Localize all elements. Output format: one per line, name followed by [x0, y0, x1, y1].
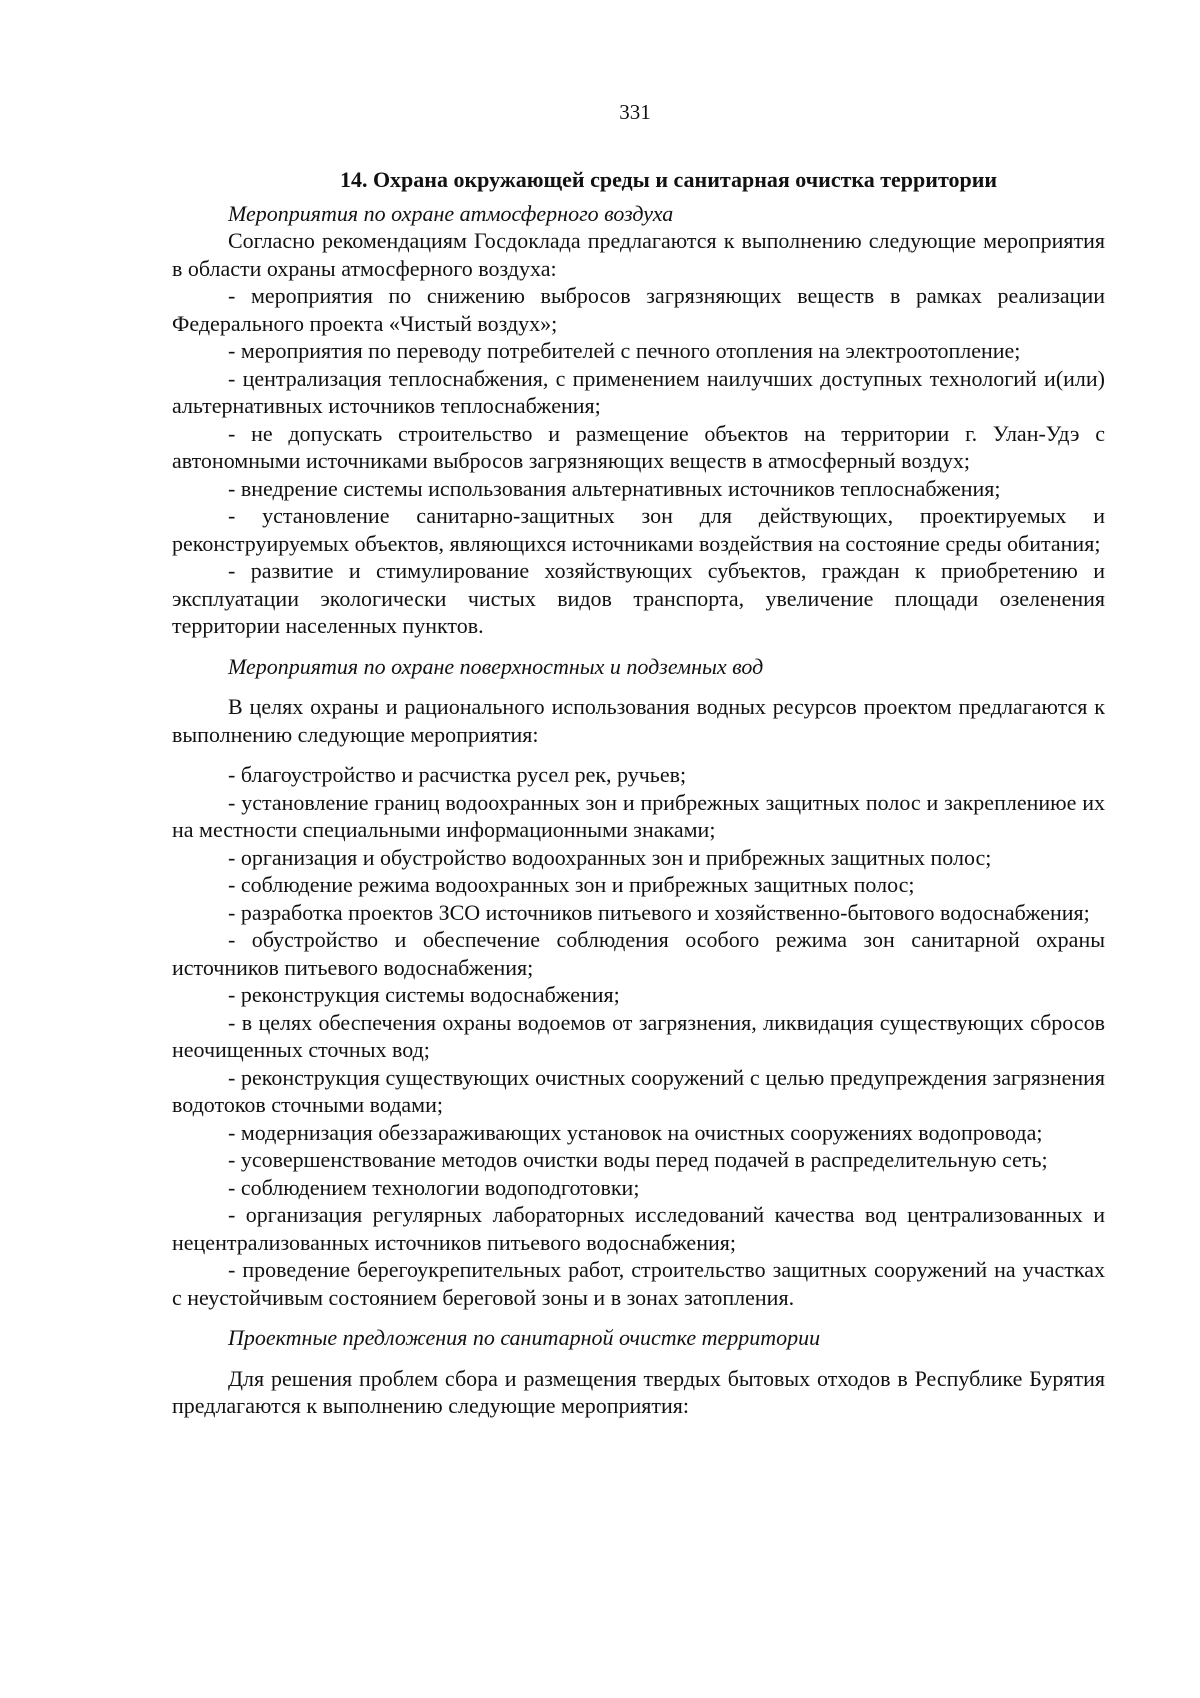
list-item: - разработка проектов ЗСО источников питьевого и хозяйственно-бытового водоснабжения; [228, 899, 1090, 925]
sanitation-section-heading: Проектные предложения по санитарной очистке территории [228, 1325, 821, 1350]
page-content [172, 166, 1105, 1420]
list-item: - установление границ водоохранных зон и прибрежных защитных полос и закреплениюе их на местности специальными информационными знаками; [172, 789, 1105, 842]
list-item: - организация и обустройство водоохранных зон и прибрежных защитных полос; [228, 844, 992, 870]
list-item: - реконструкция существующих очистных сооружений с целью предупреждения загрязнения водотоков сточными водами; [172, 1064, 1105, 1117]
list-item: - благоустройство и расчистка русел рек, ручьев; [228, 762, 687, 787]
water-section-heading: Мероприятия по охране поверхностных и подземных вод [228, 653, 764, 679]
list-item: - усовершенствование методов очистки воды перед подачей в распределительную сеть; [228, 1147, 1048, 1172]
list-item: - развитие и стимулирование хозяйствующих субъектов, граждан к приобретению и эксплуатации экологически чистых видов транспорта, увеличение площади озеленения территории населенных пунктов. [172, 558, 1105, 638]
water-intro-paragraph: В целях охраны и рационального использования водных ресурсов проектом предлагаются к выполнению следующие мероприятия: [172, 694, 1105, 747]
list-item: - централизация теплоснабжения, с применением наилучших доступных технологий и(или) альтернативных источников теплоснабжения; [172, 365, 1105, 418]
list-item: - модернизация обеззараживающих установок на очистных сооружениях водопровода; [228, 1119, 1043, 1145]
section-title: 14. Охрана окружающей среды и санитарная очистка территории [339, 167, 998, 192]
list-item: - обустройство и обеспечение соблюдения особого режима зон санитарной охраны источников питьевого водоснабжения; [172, 927, 1105, 980]
list-item: - мероприятия по снижению выбросов загрязняющих веществ в рамках реализации Федерального проекта «Чистый воздух»; [172, 283, 1105, 336]
list-item: - соблюдение режима водоохранных зон и прибрежных защитных полос; [228, 872, 915, 897]
list-item: - в целях обеспечения охраны водоемов от загрязнения, ликвидация существующих сбросов неочищенных сточных вод; [172, 1009, 1105, 1062]
list-item: - не допускать строительство и размещение объектов на территории г. Улан-Удэ с автономными источниками выбросов загрязняющих веществ в атмосферный воздух; [172, 420, 1105, 473]
air-intro-paragraph: Согласно рекомендациям Госдоклада предлагаются к выполнению следующие мероприятия в области охраны атмосферного воздуха: [172, 228, 1105, 281]
list-item: - соблюдением технологии водоподготовки; [228, 1174, 640, 1200]
list-item: - проведение берегоукрепительных работ, строительство защитных сооружений на участках с неустойчивым состоянием береговой зоны и в зонах затопления. [172, 1257, 1105, 1310]
list-item: - мероприятия по переводу потребителей с печного отопления на электроотопление; [228, 338, 1021, 363]
page-number: 331 [619, 100, 651, 124]
sanitation-intro-paragraph: Для решения проблем сбора и размещения твердых бытовых отходов в Республике Бурятия предлагаются к выполнению следующие мероприятия: [172, 1365, 1105, 1418]
air-section-heading: Мероприятия по охране атмосферного воздуха [228, 200, 674, 226]
list-item: - установление санитарно-защитных зон для действующих, проектируемых и реконструируемых объектов, являющихся источниками воздействия на состояние среды обитания; [172, 503, 1105, 556]
list-item: - организация регулярных лабораторных исследований качества вод централизованных и нецентрализованных источников питьевого водоснабжения; [172, 1202, 1105, 1255]
list-item: - внедрение системы использования альтернативных источников теплоснабжения; [228, 475, 1001, 501]
list-item: - реконструкция системы водоснабжения; [228, 982, 620, 1007]
